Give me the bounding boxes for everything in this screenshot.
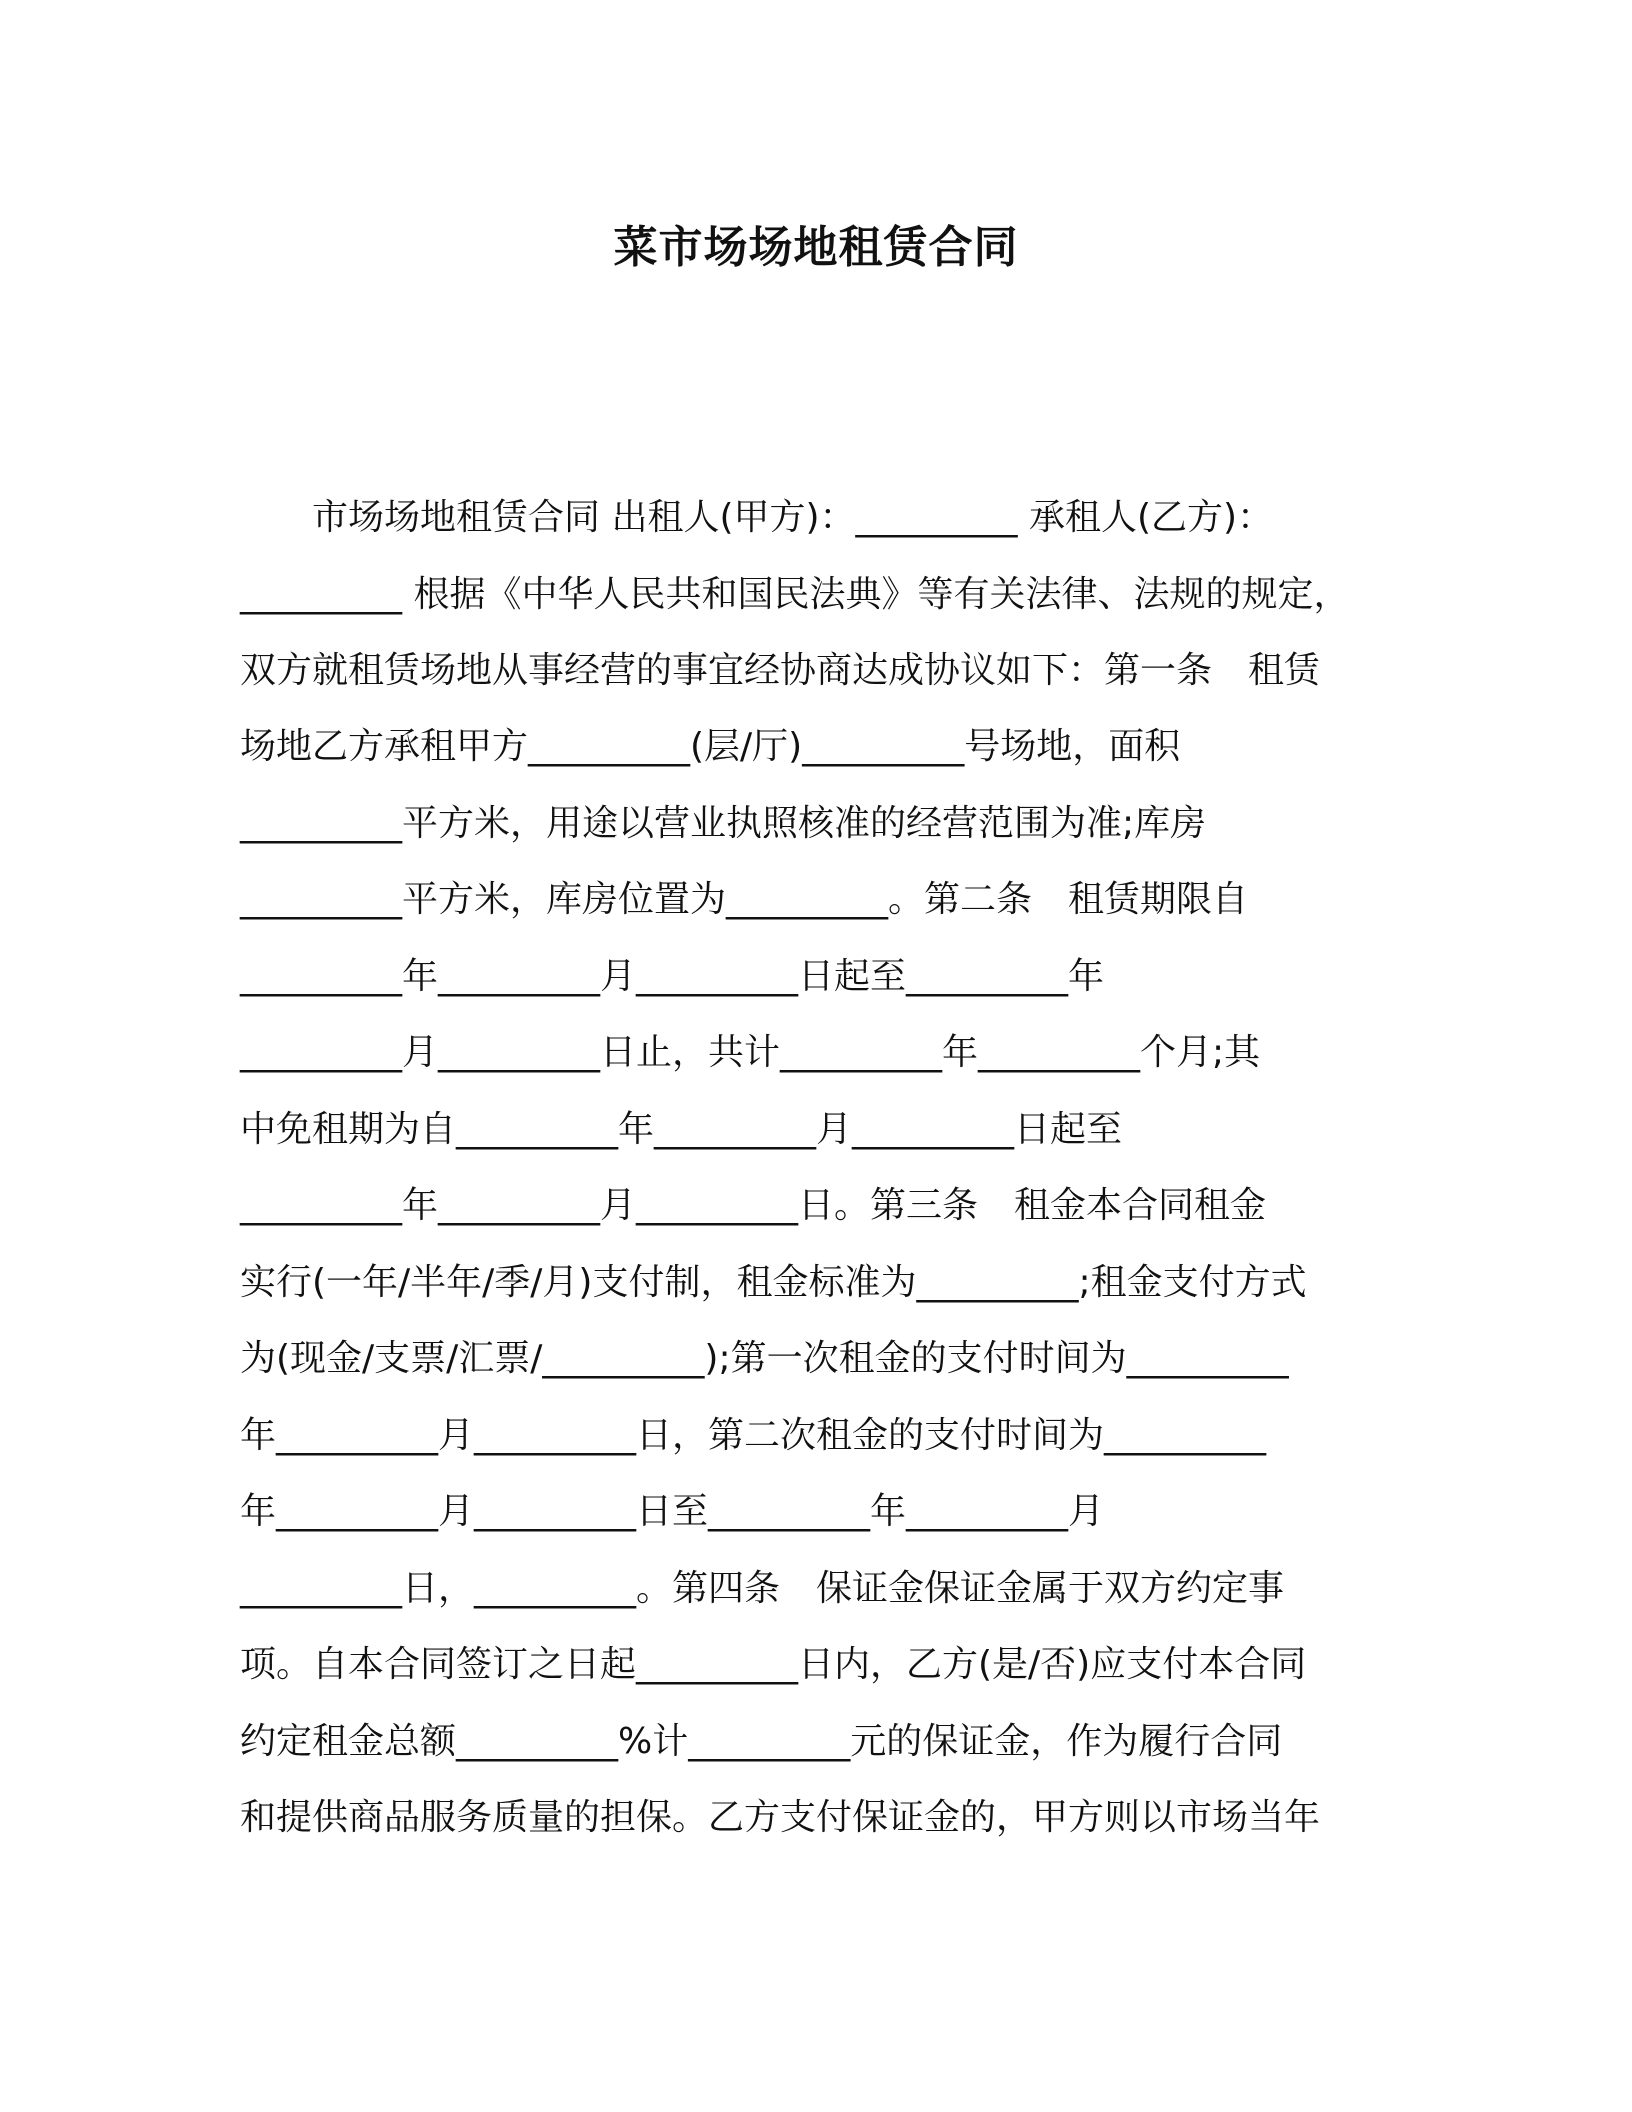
body-line-6: _________平方米，库房位置为_________。第二条 租赁期限自 (240, 879, 1249, 920)
body-line-7: _________年_________月_________日起至_________年 (240, 956, 1105, 997)
body-line-14: 年_________月_________日至_________年_________月 (240, 1491, 1104, 1532)
body-line-9: 中免租期为自_________年_________月_________日起至 (240, 1109, 1123, 1150)
body-line-15: _________日，_________。第四条 保证金保证金属于双方约定事 (240, 1568, 1285, 1609)
document-title: 菜市场场地租赁合同 (613, 222, 1019, 273)
body-line-18: 和提供商品服务质量的担保。乙方支付保证金的，甲方则以市场当年 (240, 1797, 1321, 1838)
body-line-13: 年_________月_________日，第二次租金的支付时间为_________ (240, 1415, 1267, 1456)
body-line-3: 双方就租赁场地从事经营的事宜经协商达成协议如下：第一条 租赁 (240, 650, 1321, 691)
body-line-17: 约定租金总额_________%计_________元的保证金，作为履行合同 (240, 1721, 1283, 1762)
body-line-16: 项。自本合同签订之日起_________日内，乙方(是/否)应支付本合同 (240, 1644, 1307, 1685)
body-line-1: 市场场地租赁合同 出租人(甲方)：_________ 承租人(乙方)： (240, 497, 1274, 538)
body-line-2: _________ 根据《中华人民共和国民法典》等有关法律、法规的规定， (240, 574, 1350, 615)
body-line-12: 为(现金/支票/汇票/_________);第一次租金的支付时间为_________ (240, 1338, 1289, 1379)
body-line-10: _________年_________月_________日。第三条 租金本合同租金 (240, 1185, 1267, 1226)
body-line-8: _________月_________日止，共计_________年_________个月;其 (240, 1032, 1261, 1073)
body-line-4: 场地乙方承租甲方_________(层/厅)_________号场地，面积 (240, 726, 1181, 767)
body-line-11: 实行(一年/半年/季/月)支付制，租金标准为_________;租金支付方式 (240, 1262, 1307, 1303)
body-line-5: _________平方米，用途以营业执照核准的经营范围为准;库房 (240, 803, 1207, 844)
